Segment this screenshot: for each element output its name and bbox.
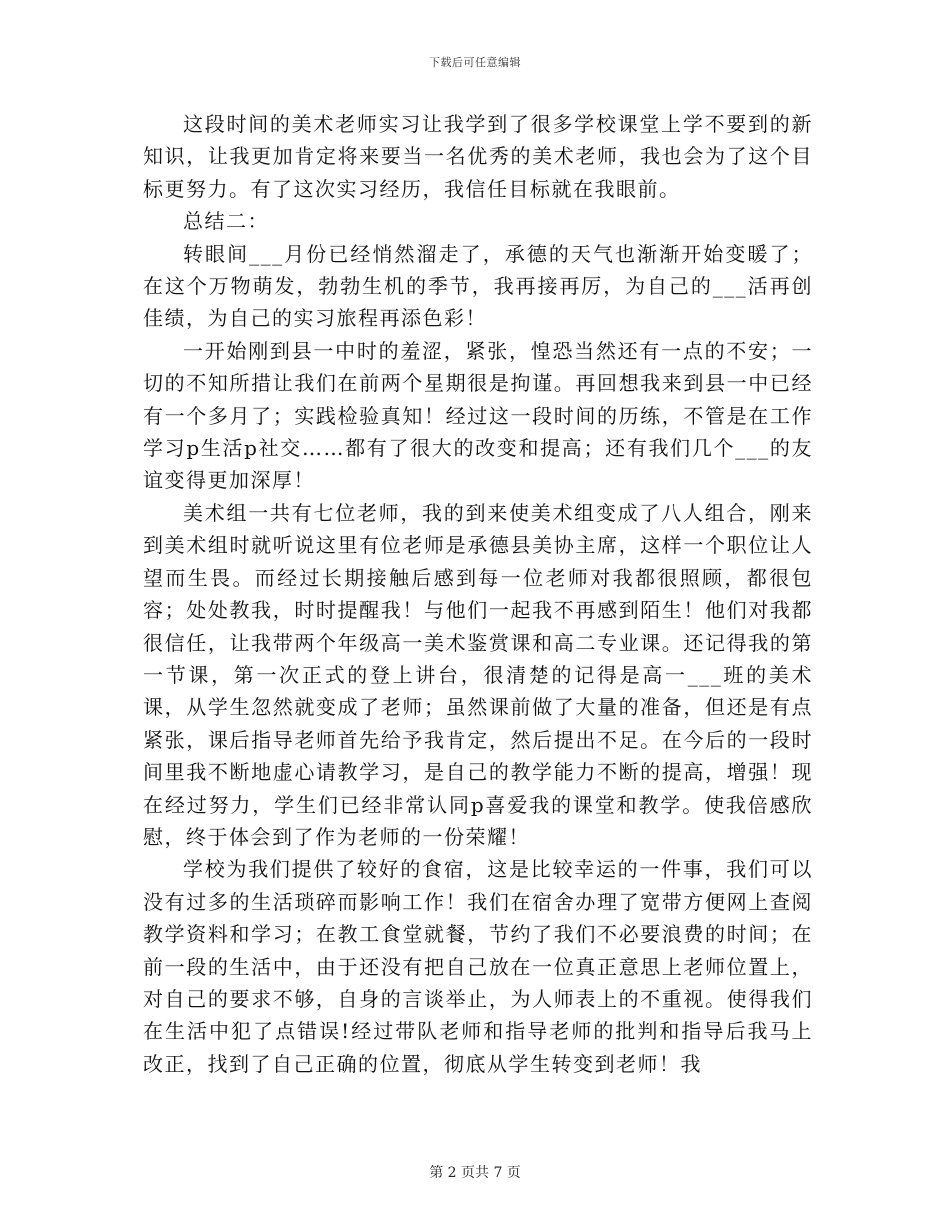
page-header: 下载后可任意编辑 <box>429 56 521 69</box>
section-heading-summary-two: 总结二： <box>183 209 269 234</box>
paragraph-art-group: 美术组一共有七位老师，我的到来使美术组变成了八人组合，刚来到美术组时就听说这里有位老师是承德县美协主席，这样一个职位让人望而生畏。而经过长期接触后感到每一位老师对我都很照顾，都很包容；处处教我，时时提醒我！与他们一起我不再感到陌生！他们对我都很信任，让我带两个年级高一美术鉴赏课和高二专业课。还记得我的第一节课，第一次正式的登上讲台，很清楚的记得是高一___班的美术课，从学生忽然就变成了老师；虽然课前做了大量的准备，但还是有点紧张，课后指导老师首先给予我肯定，然后提出不足。在今后的一段时间里我不断地虚心请教学习，是自己的教学能力不断的提高，增强！现在经过努力，学生们已经非常认同p喜爱我的课堂和教学。使我倍感欣慰，终于体会到了作为老师的一份荣耀！ <box>143 500 813 849</box>
paragraph-internship-reflection: 这段时间的美术老师实习让我学到了很多学校课堂上学不要到的新知识，让我更加肯定将来要当一名优秀的美术老师，我也会为了这个目标更努力。有了这次实习经历，我信任目标就在我眼前。 <box>143 112 813 201</box>
paragraph-accommodation: 学校为我们提供了较好的食宿，这是比较幸运的一件事，我们可以没有过多的生活琐碎而影响工作！我们在宿舍办理了宽带方便网上查阅教学资料和学习；在教工食堂就餐，节约了我们不必要浪费的时间；在前一段的生活中，由于还没有把自己放在一位真正意思上老师位置上，对自己的要求不够，自身的言谈举止，为人师表上的不重视。使得我们在生活中犯了点错误!经过带队老师和指导老师的批判和指导后我马上改正，找到了自己正确的位置，彻底从学生转变到老师！我 <box>143 857 813 1076</box>
page-footer: 第 2 页共 7 页 <box>429 1165 521 1181</box>
paragraph-first-arrival: 一开始刚到县一中时的羞涩，紧张，惶恐当然还有一点的不安；一切的不知所措让我们在前两个星期很是拘谨。再回想我来到县一中已经有一个多月了；实践检验真知！经过这一段时间的历练，不管是在工作学习p生活p社交……都有了很大的改变和提高；还有我们几个___的友谊变得更加深厚！ <box>143 338 813 493</box>
document-body <box>143 108 813 1080</box>
paragraph-spring-intro: 转眼间___月份已经悄然溜走了，承德的天气也渐渐开始变暖了；在这个万物萌发，勃勃生机的季节，我再接再厉，为自己的___活再创佳绩，为自己的实习旅程再添色彩！ <box>143 241 813 331</box>
